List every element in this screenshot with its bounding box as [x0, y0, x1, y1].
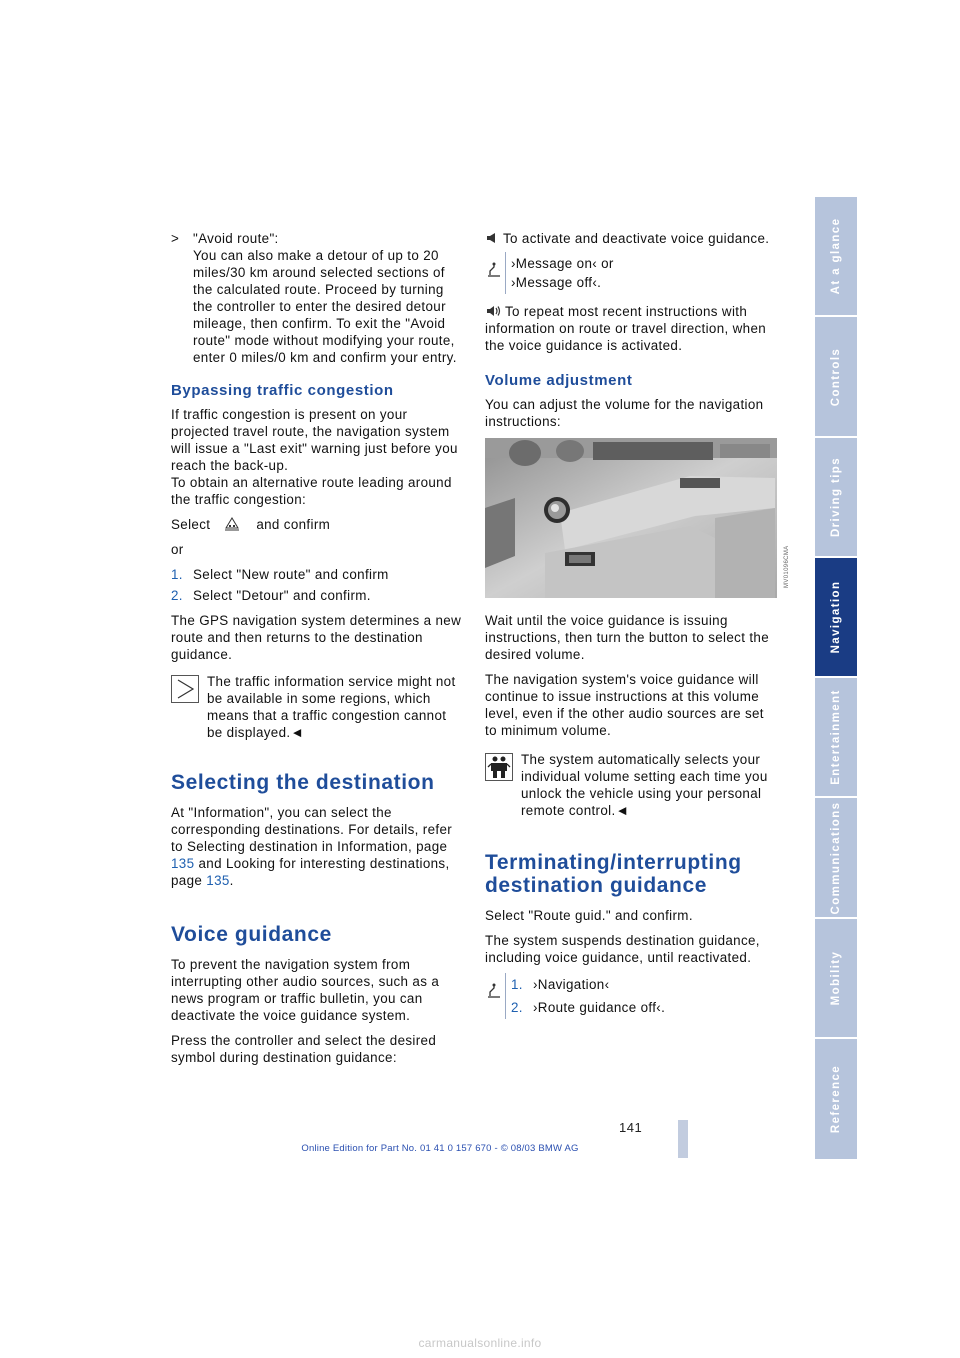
- avoid-route-bullet: [171, 230, 463, 366]
- controller-bar: [485, 973, 506, 1019]
- chapter-tabs: [815, 197, 857, 1159]
- footer-edition: Online Edition for Part No. 01 41 0 157 670 - © 08/03 BMW AG: [301, 1143, 579, 1154]
- activate-text: To activate and deactivate voice guidance.: [485, 230, 777, 247]
- voice-paragraph-2: Press the controller and select the desired symbol during destination guidance:: [171, 1033, 437, 1065]
- wait-text: Wait until the voice guidance is issuing instructions, then turn the button to select the desired volume.: [485, 613, 770, 662]
- note-triangle-icon: [171, 675, 199, 703]
- or-text: or: [171, 542, 184, 557]
- page-link-135[interactable]: 135: [206, 873, 230, 888]
- voice-guidance-heading: Voice guidance: [171, 923, 332, 946]
- end-mark: ◄: [290, 725, 305, 740]
- step-item: 1. Select "New route" and confirm: [171, 567, 389, 582]
- controller-icon: [487, 983, 501, 999]
- tab-navigation[interactable]: Navigation: [815, 558, 857, 678]
- volume-heading: Volume adjustment: [485, 372, 633, 389]
- bypass-heading: Bypassing traffic congestion: [171, 382, 394, 399]
- continue-text: The navigation system's voice guidance will continue to issue instructions at this volume level, even if the other audio sources are set to minimum volume.: [485, 672, 764, 738]
- speaker-sound-icon: [485, 305, 503, 317]
- end-mark: ◄: [615, 803, 630, 818]
- bullet-mark: >: [171, 231, 180, 246]
- tab-at-a-glance[interactable]: At a glance: [815, 197, 857, 317]
- terminating-text-1: Select "Route guid." and confirm.: [485, 908, 693, 923]
- avoid-route-text: You can also make a detour of up to 20 miles/30 km around selected sections of the calculated route. Proceed by turning the controller to enter the desired detour mileage, then confirm. To exit the "Avoid route" mode without modifying your route, enter 0 miles/0 km and confirm your entry.: [193, 248, 457, 365]
- menu-line: ›Message off‹.: [511, 275, 602, 290]
- menu-step: 1. ›Navigation‹: [511, 977, 610, 992]
- controller-icon: [487, 262, 501, 278]
- step-item: 2. Select "Detour" and confirm.: [171, 588, 371, 603]
- voice-paragraph-1: To prevent the navigation system from interrupting other audio sources, such as a news program or traffic bulletin, you can deactivate the voice guidance system.: [171, 957, 440, 1023]
- tab-entertainment[interactable]: Entertainment: [815, 678, 857, 798]
- tab-mobility[interactable]: Mobility: [815, 919, 857, 1039]
- watermark: carmanualsonline.info: [418, 1336, 542, 1350]
- volume-note: The system automatically selects your individual volume setting each time you unlock the vehicle using your personal remote control.◄: [485, 751, 777, 819]
- traffic-note: The traffic information service might not be available in some regions, which means that a traffic congestion cannot be displayed.◄: [171, 673, 463, 741]
- tab-controls[interactable]: Controls: [815, 317, 857, 438]
- terminating-heading: Terminating/interrupting destination guidance: [485, 851, 742, 897]
- menu-line: ›Message on‹ or: [511, 256, 614, 271]
- persons-icon: [485, 753, 513, 781]
- terminating-text-2: The system suspends destination guidance, including voice guidance, until reactivated.: [485, 933, 760, 965]
- tab-communications[interactable]: Communications: [815, 798, 857, 919]
- tab-driving-tips[interactable]: Driving tips: [815, 438, 857, 558]
- selecting-destination-text: At "Information", you can select the corresponding destinations. For details, refer to Selecting destination in Information, page 135 and Looking for interesting destinations, page 135.: [171, 805, 453, 888]
- menu-step: 2. ›Route guidance off‹.: [511, 1000, 666, 1015]
- avoid-route-title: "Avoid route":: [193, 231, 279, 246]
- route-menu: [485, 976, 777, 1016]
- photo-code: MV01096CMA: [784, 545, 790, 588]
- dashboard-image: [485, 438, 790, 598]
- left-column: [171, 230, 463, 1074]
- speaker-icon: [485, 232, 501, 244]
- right-column: [485, 230, 790, 1026]
- message-menu: [485, 255, 777, 291]
- selecting-destination-heading: Selecting the destination: [171, 771, 435, 794]
- traffic-jam-icon: [224, 517, 240, 531]
- page-link-135[interactable]: 135: [171, 856, 195, 871]
- bypass-paragraph-1: If traffic congestion is present on your projected travel route, the navigation system will issue a "Last exit" warning just before you reach the back-up. To obtain an alternative route leading around the traffic congestion:: [171, 407, 458, 507]
- page-number: 141: [619, 1120, 643, 1135]
- repeat-text: To repeat most recent instructions with information on route or travel direction, when the voice guidance is activated.: [485, 304, 767, 353]
- select-line: Select and confirm: [171, 517, 331, 532]
- gps-text: The GPS navigation system determines a new route and then returns to the destination guidance.: [171, 613, 462, 662]
- volume-control-photo: [485, 438, 790, 598]
- tab-reference[interactable]: Reference: [815, 1039, 857, 1161]
- volume-paragraph: You can adjust the volume for the navigation instructions:: [485, 397, 764, 429]
- controller-bar: [485, 252, 506, 294]
